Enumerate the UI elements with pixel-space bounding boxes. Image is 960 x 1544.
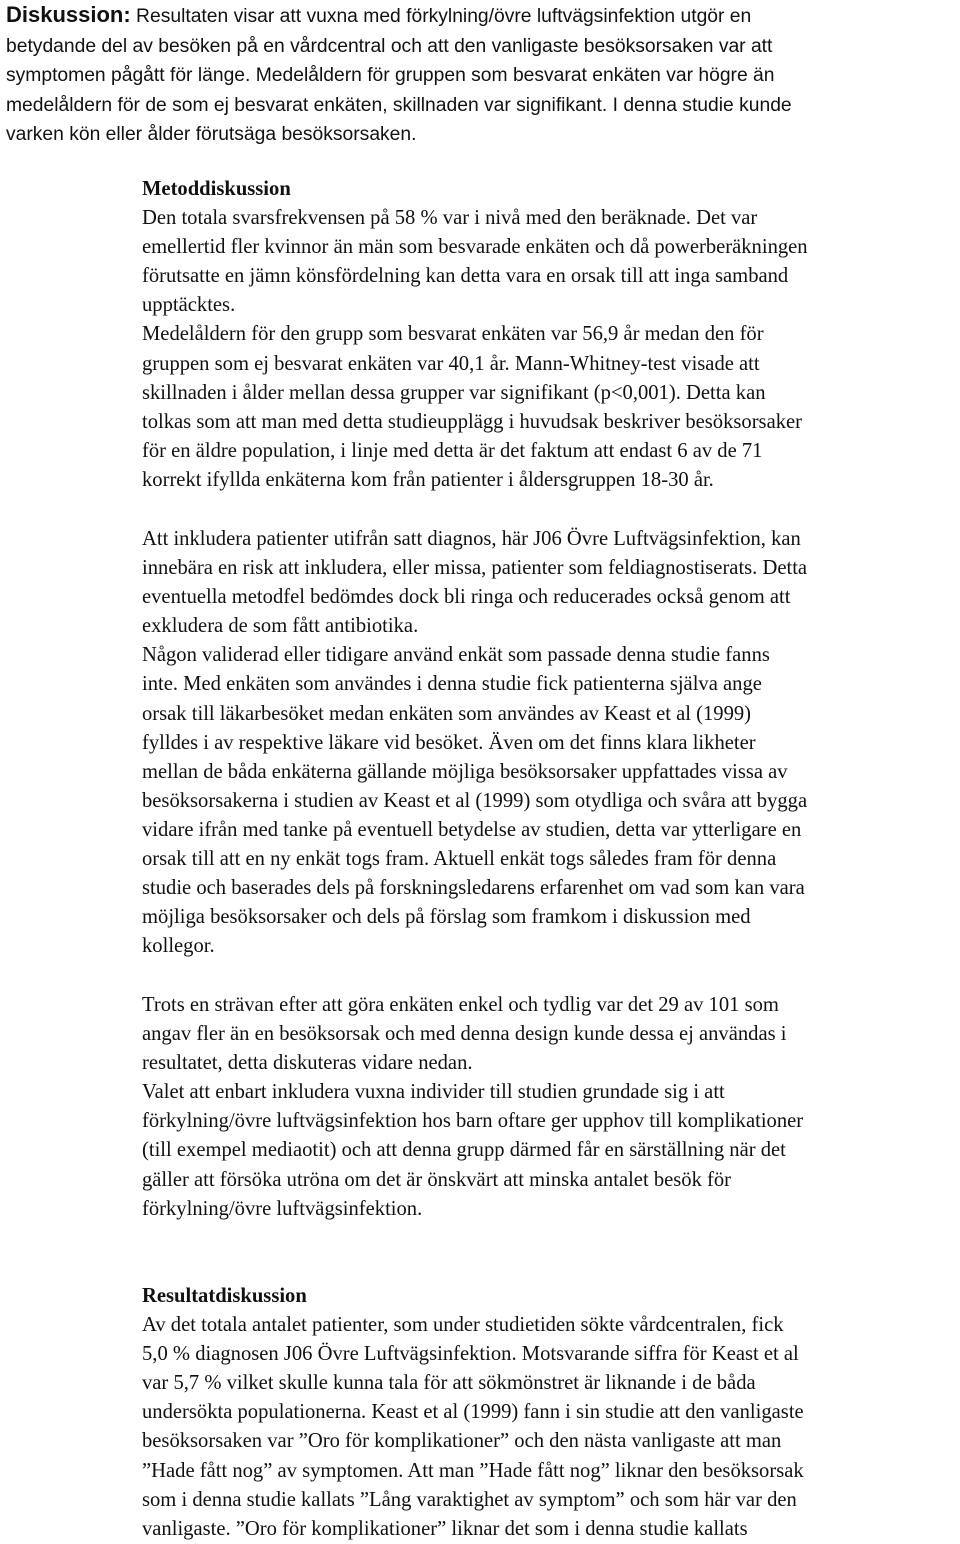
text-line: resultatet, detta diskuteras vidare nedan. [142, 1052, 473, 1075]
text-line: (till exempel mediaotit) och att denna grupp därmed får en särställning när det [142, 1139, 786, 1162]
text-line: ”Hade fått nog” av symptomen. Att man ”Hade fått nog” liknar den besöksorsak [142, 1459, 804, 1482]
text-line: Den totala svarsfrekvensen på 58 % var i nivå med den beräknade. Det var [142, 207, 758, 230]
text-line: varken kön eller ålder förutsäga besöksorsaken. [6, 124, 417, 145]
text-line: fylldes i av respektive läkare vid besöket. Även om det finns klara likheter [142, 731, 756, 754]
text-line: besöksorsakerna i studien av Keast et al (1999) som otydliga och svåra att bygga [142, 789, 808, 812]
paragraph [142, 525, 958, 641]
text-line: gäller att försöka utröna om det är önskvärt att minska antalet besök för [142, 1168, 732, 1191]
paragraph [142, 204, 958, 320]
text-line: gruppen som ej besvarat enkäten var 40,1 år. Mann-Whitney-test visade att [142, 352, 760, 375]
text-line: mellan de båda enkäterna gällande möjliga besöksorsaker uppfattades vissa av [142, 760, 788, 783]
text-line: besöksorsaken var ”Oro för komplikationer” och den nästa vanligaste att man [142, 1430, 782, 1453]
text-line: symptomen pågått för länge. Medelåldern för gruppen som besvarat enkäten var högre än [6, 65, 775, 86]
text-line: förkylning/övre luftvägsinfektion. [142, 1197, 423, 1220]
text-line: Valet att enbart inkludera vuxna individer till studien grundade sig i att [142, 1081, 725, 1104]
text-line: möjliga besöksorsaker och dels på förslag som framkom i diskussion med [142, 906, 751, 929]
text-line: korrekt ifyllda enkäterna kom från patienter i åldersgruppen 18-30 år. [142, 468, 714, 491]
paragraph [142, 641, 958, 961]
diskussion-heading: Diskussion: [6, 2, 131, 27]
text-line: studie och baserades dels på forskningsledarens erfarenhet om vad som kan vara [142, 877, 805, 900]
text-line: upptäcktes. [142, 294, 236, 317]
paragraph [142, 1311, 958, 1544]
text-line: orsak till läkarbesöket medan enkäten som användes av Keast et al (1999) [142, 702, 752, 725]
text-line: vanligaste. ”Oro för komplikationer” liknar det som i denna studie kallats [142, 1517, 748, 1540]
text-line: Trots en strävan efter att göra enkäten enkel och tydlig var det 29 av 101 som [142, 994, 779, 1016]
paragraph [142, 991, 958, 1078]
text-line: innebära en risk att inkludera, eller missa, patienter som feldiagnostiserats. Detta [142, 557, 808, 580]
text-line: Att inkludera patienter utifrån satt diagnos, här J06 Övre Luftvägsinfektion, kan [142, 528, 801, 550]
text-line: eventuella metodfel bedömdes dock bli ringa och reducerades också genom att [142, 586, 791, 609]
trots-section [142, 991, 958, 1224]
text-line: vidare ifrån med tanke på eventuell betydelse av studien, detta var ytterligare en [142, 818, 802, 841]
resultatdiskussion-section [142, 1282, 958, 1544]
resultatdiskussion-heading: Resultatdiskussion [142, 1285, 307, 1307]
text-line: 5,0 % diagnosen J06 Övre Luftvägsinfektion. Motsvarande siffra för Keast et al [142, 1343, 799, 1366]
diskussion-paragraph [6, 0, 956, 150]
diagnos-section [142, 525, 958, 961]
text-line: angav fler än en besöksorsak och med denna design kunde dessa ej användas i [142, 1023, 787, 1046]
paragraph [142, 1078, 958, 1223]
text-line: kollegor. [142, 935, 215, 958]
text-line: medelåldern för de som ej besvarat enkäten, skillnaden var signifikant. I denna studie kunde [6, 94, 792, 116]
text-line: betydande del av besöken på en vårdcentral och att den vanligaste besöksorsaken var att [6, 35, 773, 57]
text-line: Av det totala antalet patienter, som under studietiden sökte vårdcentralen, fick [142, 1314, 784, 1337]
text-line: Någon validerad eller tidigare använd enkät som passade denna studie fanns [142, 644, 770, 667]
text-line: som i denna studie kallats ”Lång varaktighet av symptom” och som här var den [142, 1488, 797, 1511]
text-line: emellertid fler kvinnor än män som besvarade enkäten och då powerberäkningen [142, 236, 808, 259]
text-line: för en äldre population, i linje med detta är det faktum att endast 6 av de 71 [142, 439, 763, 462]
text-line: förutsatte en jämn könsfördelning kan detta vara en orsak till att inga samband [142, 265, 789, 288]
text-line: orsak till att en ny enkät togs fram. Aktuell enkät togs således fram för denna [142, 848, 777, 871]
text-line: skillnaden i ålder mellan dessa grupper var signifikant (p<0,001). Detta kan [142, 381, 766, 404]
text-line: tolkas som att man med detta studieupplägg i huvudsak beskriver besöksorsaker [142, 410, 803, 433]
text-line: förkylning/övre luftvägsinfektion hos barn oftare ger upphov till komplikationer [142, 1110, 804, 1133]
text-line: undersökta populationerna. Keast et al (1999) fann i sin studie att den vanligaste [142, 1401, 804, 1424]
metoddiskussion-heading: Metoddiskussion [142, 178, 291, 200]
text-line: Medelåldern för den grupp som besvarat enkäten var 56,9 år medan den för [142, 323, 764, 346]
text-line: Diskussion: Resultaten visar att vuxna med förkylning/övre luftvägsinfektion utgör en [6, 2, 752, 27]
metoddiskussion-section [142, 175, 958, 495]
text-line: exkludera de som fått antibiotika. [142, 615, 419, 638]
text-line: inte. Med enkäten som användes i denna studie fick patienterna själva ange [142, 673, 762, 696]
paragraph [142, 320, 958, 495]
text-line: var 5,7 % vilket skulle kunna tala för att sökmönstret är liknande i de båda [142, 1372, 756, 1395]
